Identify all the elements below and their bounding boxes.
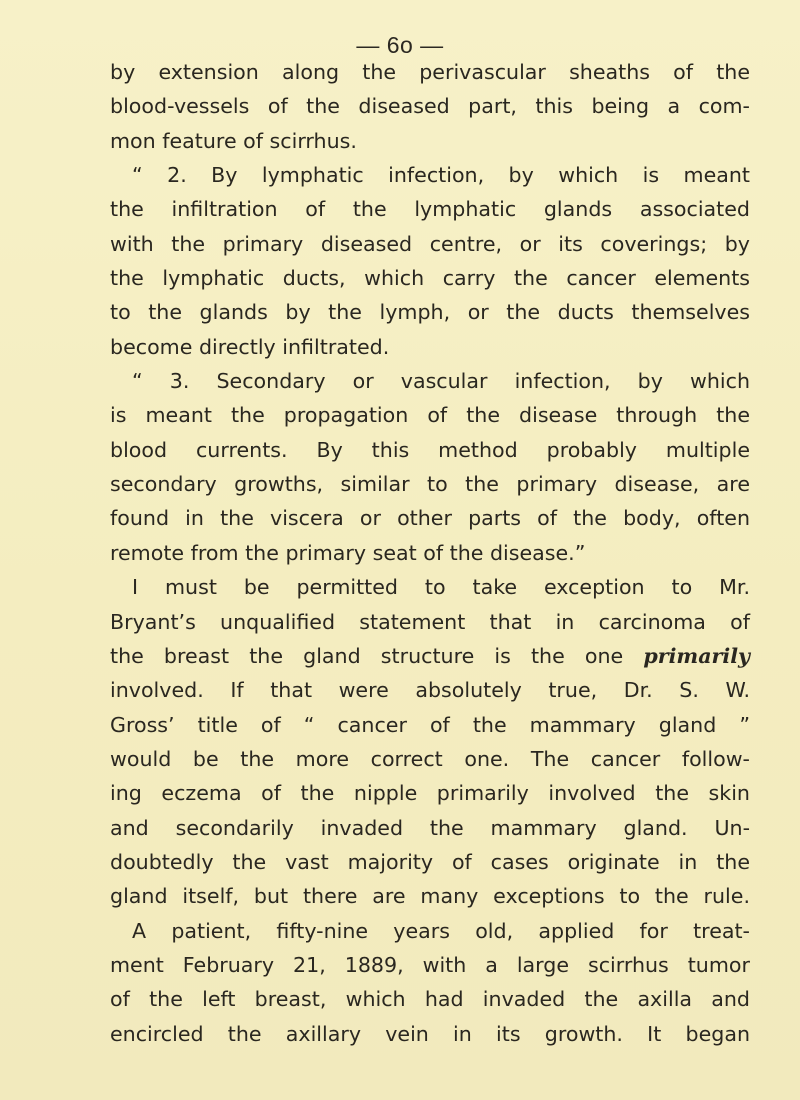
text-line: the lymphatic ducts, which carry the cancer elements — [110, 266, 750, 291]
text-line: encircled the axillary vein in its growth. It began — [110, 1021, 750, 1046]
text-line: become directly infiltrated. — [110, 334, 390, 359]
text-line: involved. If that were absolutely true, Dr. S. W. — [110, 678, 750, 703]
text-line: would be the more correct one. The cancer follow- — [110, 746, 750, 771]
text-line: ing eczema of the nipple primarily involved the skin — [110, 781, 750, 806]
page-number: — 6o — — [356, 32, 444, 58]
text-line: “ 2. By lymphatic infection, by which is meant — [132, 163, 750, 188]
text-line: mon feature of scirrhus. — [110, 128, 357, 153]
text-line: I must be permitted to take exception to Mr. — [132, 575, 750, 600]
italic-word: primarily — [643, 643, 750, 668]
text-line: to the glands by the lymph, or the ducts themselves — [110, 300, 750, 325]
text-line: secondary growths, similar to the primary disease, are — [110, 472, 750, 497]
text-line: blood-vessels of the diseased part, this being a com- — [110, 94, 750, 119]
text-line: is meant the propagation of the disease through the — [110, 403, 750, 428]
text-line — [110, 639, 750, 673]
text-line: A patient, fifty-nine years old, applied for treat- — [132, 918, 750, 943]
text-line: of the left breast, which had invaded the axilla and — [110, 987, 750, 1012]
text-line-part: the breast the gland structure is the one — [110, 643, 644, 668]
text-line: Gross’ title of “ cancer of the mammary gland ” — [110, 712, 750, 737]
text-line: and secondarily invaded the mammary gland. Un- — [110, 815, 750, 840]
text-line: with the primary diseased centre, or its coverings; by — [110, 231, 750, 256]
text-line: doubtedly the vast majority of cases originate in the — [110, 849, 750, 874]
body-text — [110, 55, 750, 1051]
text-line: blood currents. By this method probably multiple — [110, 437, 750, 462]
text-line: “ 3. Secondary or vascular infection, by which — [132, 369, 750, 394]
text-line: found in the viscera or other parts of the body, often — [110, 506, 750, 531]
text-line: Bryant’s unqualified statement that in carcinoma of — [110, 609, 750, 634]
text-line: by extension along the perivascular sheaths of the — [110, 60, 750, 84]
text-line: gland itself, but there are many exceptions to the rule. — [110, 884, 750, 909]
text-line: remote from the primary seat of the disease.” — [110, 540, 586, 565]
text-line: ment February 21, 1889, with a large scirrhus tumor — [110, 952, 750, 977]
text-line: the infiltration of the lymphatic glands associated — [110, 197, 750, 222]
